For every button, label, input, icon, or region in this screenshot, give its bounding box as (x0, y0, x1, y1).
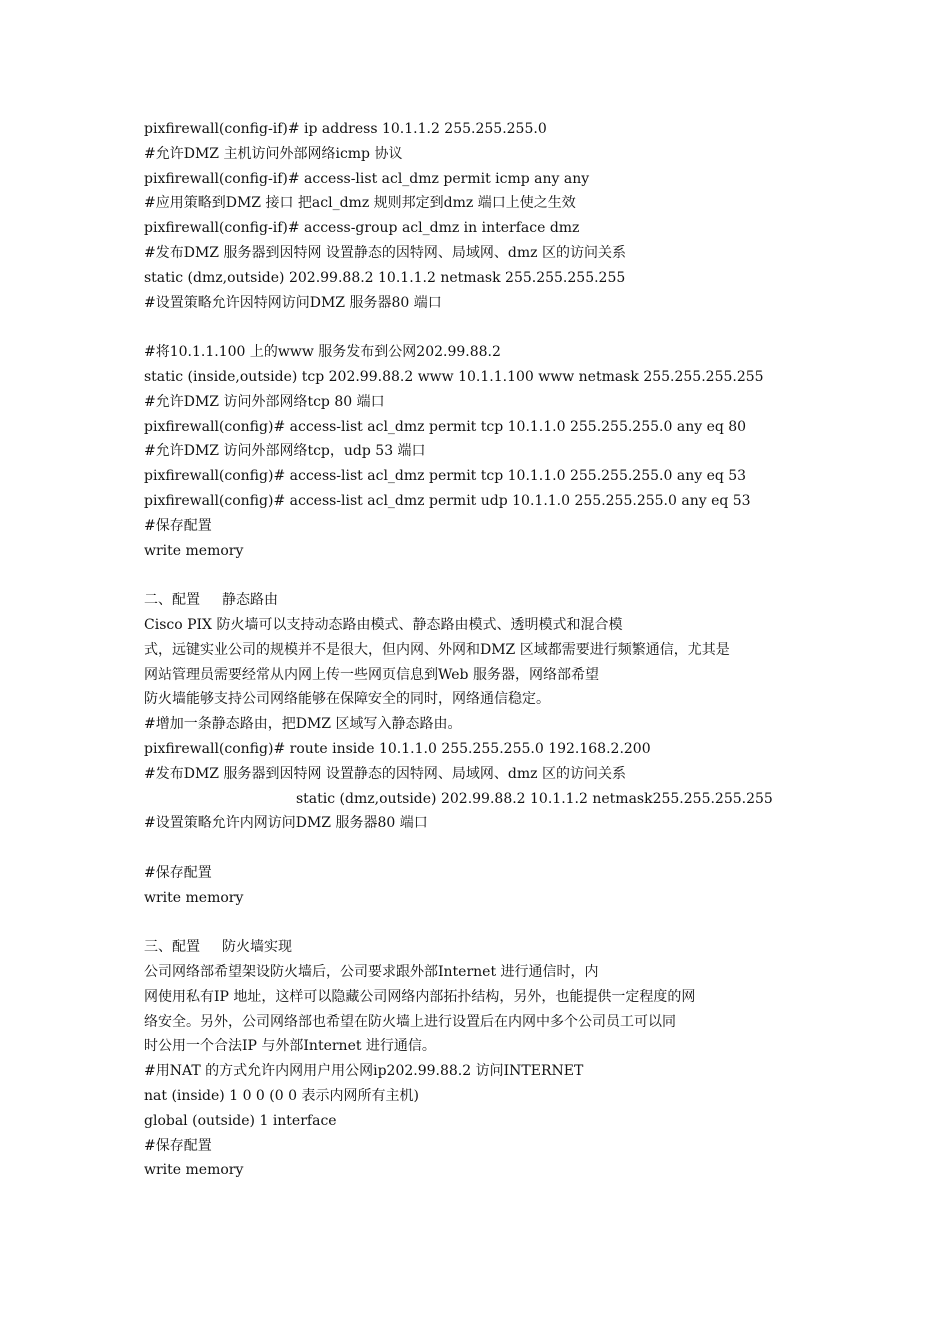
text-line: pixfirewall(config-if)# ip address 10.1.1.2 255.255.255.0 (144, 121, 547, 137)
comment-line: #发布DMZ 服务器到因特网 设置静态的因特网、局域网、dmz 区的访问关系 (144, 244, 626, 261)
paragraph-line: 防火墙能够支持公司网络能够在保障安全的同时，网络通信稳定。 (144, 691, 550, 708)
comment-line: #设置策略允许内网访问DMZ 服务器80 端口 (144, 815, 428, 832)
text-line: pixfirewall(config)# access-list acl_dmz permit tcp 10.1.1.0 255.255.255.0 any eq 53 (144, 468, 747, 485)
text-line: static (dmz,outside) 202.99.88.2 10.1.1.2 netmask 255.255.255.255 (144, 269, 626, 286)
blank-line (144, 911, 804, 936)
paragraph-line: 公司网络部希望架设防火墙后，公司要求跟外部Internet 进行通信时，内 (144, 964, 599, 981)
text-line: pixfirewall(config)# route inside 10.1.1.0 255.255.255.0 192.168.2.200 (144, 740, 651, 757)
section-title: 防火墙实现 (222, 939, 292, 956)
comment-line: #允许DMZ 主机访问外部网络icmp 协议 (144, 145, 403, 162)
comment-line: #保存配置 (144, 517, 212, 534)
section-title: 静态路由 (222, 592, 278, 609)
blank-line (144, 836, 804, 861)
document-body (144, 117, 804, 1183)
section-number: 三、配置 (144, 939, 200, 956)
comment-line: #允许DMZ 访问外部网络tcp，udp 53 端口 (144, 443, 426, 460)
blank-line (144, 315, 804, 340)
text-line: pixfirewall(config-if)# access-list acl_dmz permit icmp any any (144, 170, 590, 187)
paragraph-line: 时公用一个合法IP 与外部Internet 进行通信。 (144, 1038, 436, 1055)
text-line: pixfirewall(config)# access-list acl_dmz permit udp 10.1.1.0 255.255.255.0 any eq 53 (144, 492, 751, 509)
paragraph-line: 络安全。另外，公司网络部也希望在防火墙上进行设置后在内网中多个公司员工可以同 (144, 1013, 676, 1030)
text-line: write memory (144, 889, 244, 906)
section-heading (144, 588, 804, 613)
text-line-indented: static (dmz,outside) 202.99.88.2 10.1.1.2 netmask255.255.255.255 (296, 790, 773, 807)
paragraph-line: 网使用私有IP 地址，这样可以隐藏公司网络内部拓扑结构，另外，也能提供一定程度的网 (144, 988, 696, 1005)
text-line: write memory (144, 542, 244, 559)
comment-line: #应用策略到DMZ 接口 把acl_dmz 规则邦定到dmz 端口上使之生效 (144, 195, 576, 212)
section-number: 二、配置 (144, 592, 200, 609)
paragraph-line: 网站管理员需要经常从内网上传一些网页信息到Web 服务器，网络部希望 (144, 666, 599, 683)
blank-line (144, 563, 804, 588)
comment-line: #增加一条静态路由，把DMZ 区域写入静态路由。 (144, 716, 462, 733)
paragraph-line: Cisco PIX 防火墙可以支持动态路由模式、静态路由模式、透明模式和混合模 (144, 616, 623, 633)
section-heading (144, 935, 804, 960)
comment-line: #设置策略允许因特网访问DMZ 服务器80 端口 (144, 294, 442, 311)
text-line: nat (inside) 1 0 0 (0 0 表示内网所有主机) (144, 1088, 419, 1105)
comment-line: #保存配置 (144, 1137, 212, 1154)
text-line: pixfirewall(config-if)# access-group acl_dmz in interface dmz (144, 220, 580, 237)
text-line: global (outside) 1 interface (144, 1112, 337, 1129)
comment-line: #发布DMZ 服务器到因特网 设置静态的因特网、局域网、dmz 区的访问关系 (144, 765, 626, 782)
comment-line: #允许DMZ 访问外部网络tcp 80 端口 (144, 393, 385, 410)
comment-line: #保存配置 (144, 864, 212, 881)
text-line: write memory (144, 1162, 244, 1179)
text-line: static (inside,outside) tcp 202.99.88.2 www 10.1.1.100 www netmask 255.255.255.255 (144, 368, 764, 385)
comment-line: #用NAT 的方式允许内网用户用公网ip202.99.88.2 访问INTERNET (144, 1063, 584, 1080)
comment-line: #将10.1.1.100 上的www 服务发布到公网202.99.88.2 (144, 344, 501, 361)
paragraph-line: 式，远键实业公司的规模并不是很大，但内网、外网和DMZ 区域都需要进行频繁通信，尤其是 (144, 641, 730, 658)
text-line: pixfirewall(config)# access-list acl_dmz permit tcp 10.1.1.0 255.255.255.0 any eq 80 (144, 418, 747, 435)
